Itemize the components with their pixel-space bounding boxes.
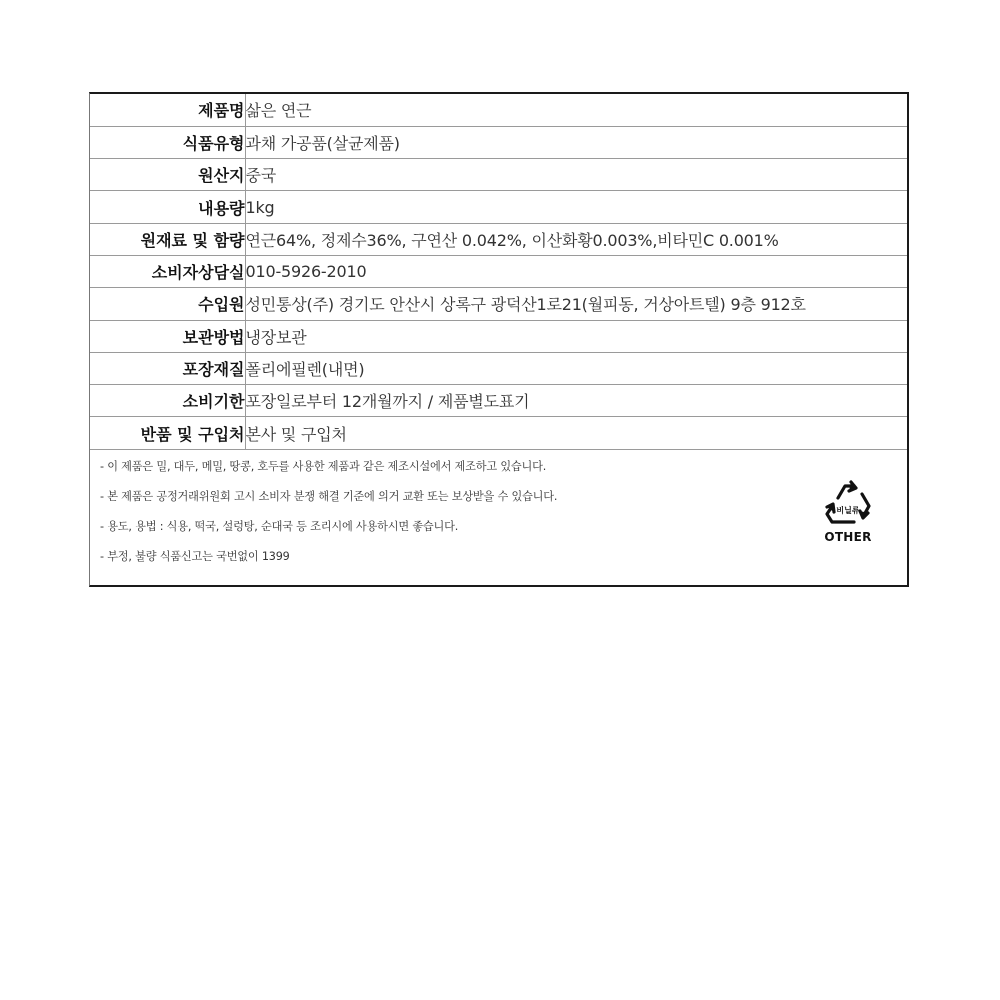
row-key-expiry: 소비기한 <box>90 385 245 417</box>
row-key-storage: 보관방법 <box>90 320 245 352</box>
row-key-packaging: 포장재질 <box>90 352 245 384</box>
table-row <box>90 94 907 126</box>
table-row <box>90 159 907 191</box>
recycle-mark <box>818 480 878 546</box>
table-row <box>90 191 907 223</box>
row-value-origin: 중국 <box>245 159 907 191</box>
row-key-origin: 원산지 <box>90 159 245 191</box>
notes-section <box>90 450 907 576</box>
recycle-mark-inner-text: 비닐류 <box>836 505 860 515</box>
note-allergen: - 이 제품은 밀, 대두, 메밀, 땅콩, 호두를 사용한 제품과 같은 제조시설에서 제조하고 있습니다. <box>100 459 547 473</box>
row-key-ingredients: 원재료 및 함량 <box>90 223 245 255</box>
note-usage: - 용도, 용법 : 식용, 떡국, 설렁탕, 순대국 등 조리시에 사용하시면 좋습니다. <box>100 519 459 533</box>
row-value-storage: 냉장보관 <box>245 320 907 352</box>
table-row <box>90 126 907 158</box>
row-value-returns: 본사 및 구입처 <box>245 417 907 449</box>
note-compensation: - 본 제품은 공정거래위원회 고시 소비자 분쟁 해결 기준에 의거 교환 또는 보상받을 수 있습니다. <box>100 489 558 503</box>
row-value-importer: 성민통상(주) 경기도 안산시 상록구 광덕산1로21(월피동, 거상아트텔) 9층 912호 <box>245 288 907 320</box>
recycle-mark-sub-text: OTHER <box>824 529 872 544</box>
product-info-table <box>90 94 907 450</box>
table-row <box>90 417 907 449</box>
table-row <box>90 223 907 255</box>
table-row <box>90 320 907 352</box>
row-key-consumer-center: 소비자상담실 <box>90 255 245 287</box>
product-label <box>89 92 909 587</box>
table-row <box>90 385 907 417</box>
row-value-product-name: 삶은 연근 <box>245 94 907 126</box>
note-report: - 부정, 불량 식품신고는 국번없이 1399 <box>100 549 290 563</box>
recycle-arrows-icon <box>818 480 878 528</box>
table-row <box>90 352 907 384</box>
row-value-food-type: 과채 가공품(살균제품) <box>245 126 907 158</box>
row-value-net-weight: 1kg <box>245 191 907 223</box>
row-key-returns: 반품 및 구입처 <box>90 417 245 449</box>
table-row <box>90 288 907 320</box>
row-key-net-weight: 내용량 <box>90 191 245 223</box>
row-key-food-type: 식품유형 <box>90 126 245 158</box>
row-value-expiry: 포장일로부터 12개월까지 / 제품별도표기 <box>245 385 907 417</box>
row-value-consumer-center: 010-5926-2010 <box>245 255 907 287</box>
row-value-packaging: 폴리에필렌(내면) <box>245 352 907 384</box>
table-row <box>90 255 907 287</box>
row-value-ingredients: 연근64%, 정제수36%, 구연산 0.042%, 이산화황0.003%,비타민C 0.001% <box>245 223 907 255</box>
row-key-importer: 수입원 <box>90 288 245 320</box>
row-key-product-name: 제품명 <box>90 94 245 126</box>
